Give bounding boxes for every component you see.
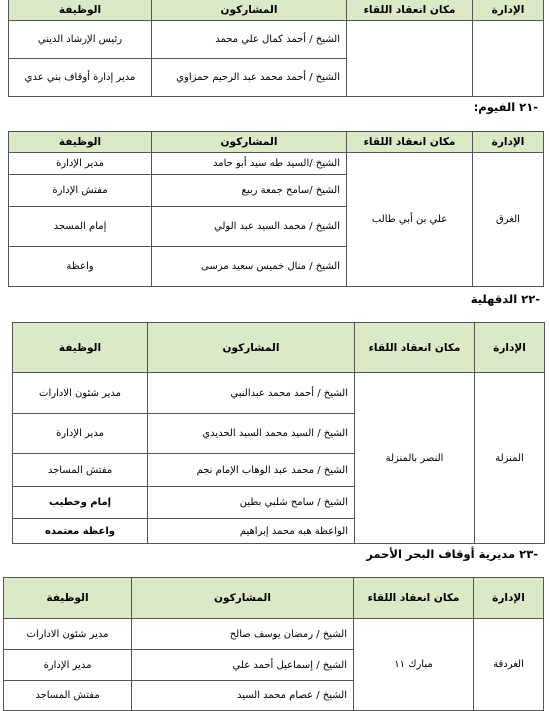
- header-job: الوظيفة: [13, 323, 148, 373]
- header-admin: الإدارة: [474, 578, 544, 619]
- job-cell: مدير الإدارة: [4, 650, 132, 681]
- header-participants: المشاركون: [132, 578, 354, 619]
- job-cell: إمام وخطيب: [13, 487, 148, 519]
- job-cell: مدير شئون الادارات: [13, 373, 148, 414]
- table-continuation: [8, 0, 544, 97]
- header-admin: الإدارة: [473, 0, 544, 21]
- table-fayoum: [8, 131, 544, 287]
- header-job: الوظيفة: [4, 578, 132, 619]
- participant-cell: الشيخ / محمد السيد عبد الولي: [152, 207, 347, 247]
- table-row: [9, 153, 544, 175]
- participant-cell: الشيخ / السيد محمد السيد الحديدي: [148, 414, 355, 454]
- job-cell: مدير الإدارة: [13, 414, 148, 454]
- admin-cell: [473, 21, 544, 97]
- table-header-row: [13, 323, 545, 373]
- section-title-red-sea: -٢٣ مديرية أوقاف البحر الأحمر: [366, 547, 538, 561]
- table-red-sea: [3, 577, 544, 711]
- job-cell: مفتش المساجد: [4, 681, 132, 711]
- job-cell: واعظة: [9, 247, 152, 287]
- job-cell: مدير شئون الادارات: [4, 619, 132, 650]
- participant-cell: الشيخ /السيد طه سيد أبو حامد: [152, 153, 347, 175]
- header-admin: الإدارة: [475, 323, 545, 373]
- table-row: [9, 21, 544, 59]
- admin-cell: الغرق: [473, 153, 544, 287]
- participant-cell: الشيخ / منال خميس سعيد مرسى: [152, 247, 347, 287]
- header-venue: مكان انعقاد اللقاء: [347, 132, 473, 153]
- header-participants: المشاركون: [148, 323, 355, 373]
- participant-cell: الشيخ / عصام محمد السيد: [132, 681, 354, 711]
- admin-cell: المنزلة: [475, 373, 545, 544]
- table-header-row: [4, 578, 544, 619]
- job-cell: مفتش المساجد: [13, 454, 148, 487]
- table-row: [4, 619, 544, 650]
- participant-cell: الشيخ / أحمد كمال علي محمد: [152, 21, 347, 59]
- admin-cell: الغردقة: [474, 619, 544, 711]
- participant-cell: الشيخ / أحمد محمد عبد الرحيم حمزاوي: [152, 59, 347, 97]
- venue-cell: النصر بالمنزلة: [355, 373, 475, 544]
- table-row: [13, 373, 545, 414]
- section-title-dakahlia: -٢٢ الدقهلية: [470, 292, 540, 306]
- header-venue: مكان انعقاد اللقاء: [347, 0, 473, 21]
- header-participants: المشاركون: [152, 132, 347, 153]
- job-cell: مدير إدارة أوقاف بني عدي: [9, 59, 152, 97]
- participant-cell: الشيخ / سامح شلبي بطين: [148, 487, 355, 519]
- job-cell: مدير الإدارة: [9, 153, 152, 175]
- header-venue: مكان انعقاد اللقاء: [354, 578, 474, 619]
- header-venue: مكان انعقاد اللقاء: [355, 323, 475, 373]
- participant-cell: الشيخ /سامح جمعة ربيع: [152, 175, 347, 207]
- table-dakahlia: [12, 322, 545, 544]
- header-job: الوظيفة: [9, 0, 152, 21]
- job-cell: إمام المسجد: [9, 207, 152, 247]
- participant-cell: الشيخ / أحمد محمد عبدالنبي: [148, 373, 355, 414]
- participant-cell: الشيخ / رمضان يوسف صالح: [132, 619, 354, 650]
- section-title-fayoum: -٢١ الفيوم:: [473, 100, 538, 114]
- table-header-row: [9, 0, 544, 21]
- participant-cell: الواعظة هبه محمد إبراهيم: [148, 519, 355, 544]
- header-participants: المشاركون: [152, 0, 347, 21]
- venue-cell: مبارك ١١: [354, 619, 474, 711]
- participant-cell: الشيخ / محمد عبد الوهاب الإمام نجم: [148, 454, 355, 487]
- table-header-row: [9, 132, 544, 153]
- job-cell: واعظة معتمده: [13, 519, 148, 544]
- venue-cell: [347, 21, 473, 97]
- job-cell: مفتش الإدارة: [9, 175, 152, 207]
- venue-cell: علي بن أبي طالب: [347, 153, 473, 287]
- header-job: الوظيفة: [9, 132, 152, 153]
- participant-cell: الشيخ / إسماعيل أحمد علي: [132, 650, 354, 681]
- job-cell: رئيس الإرشاد الديني: [9, 21, 152, 59]
- header-admin: الإدارة: [473, 132, 544, 153]
